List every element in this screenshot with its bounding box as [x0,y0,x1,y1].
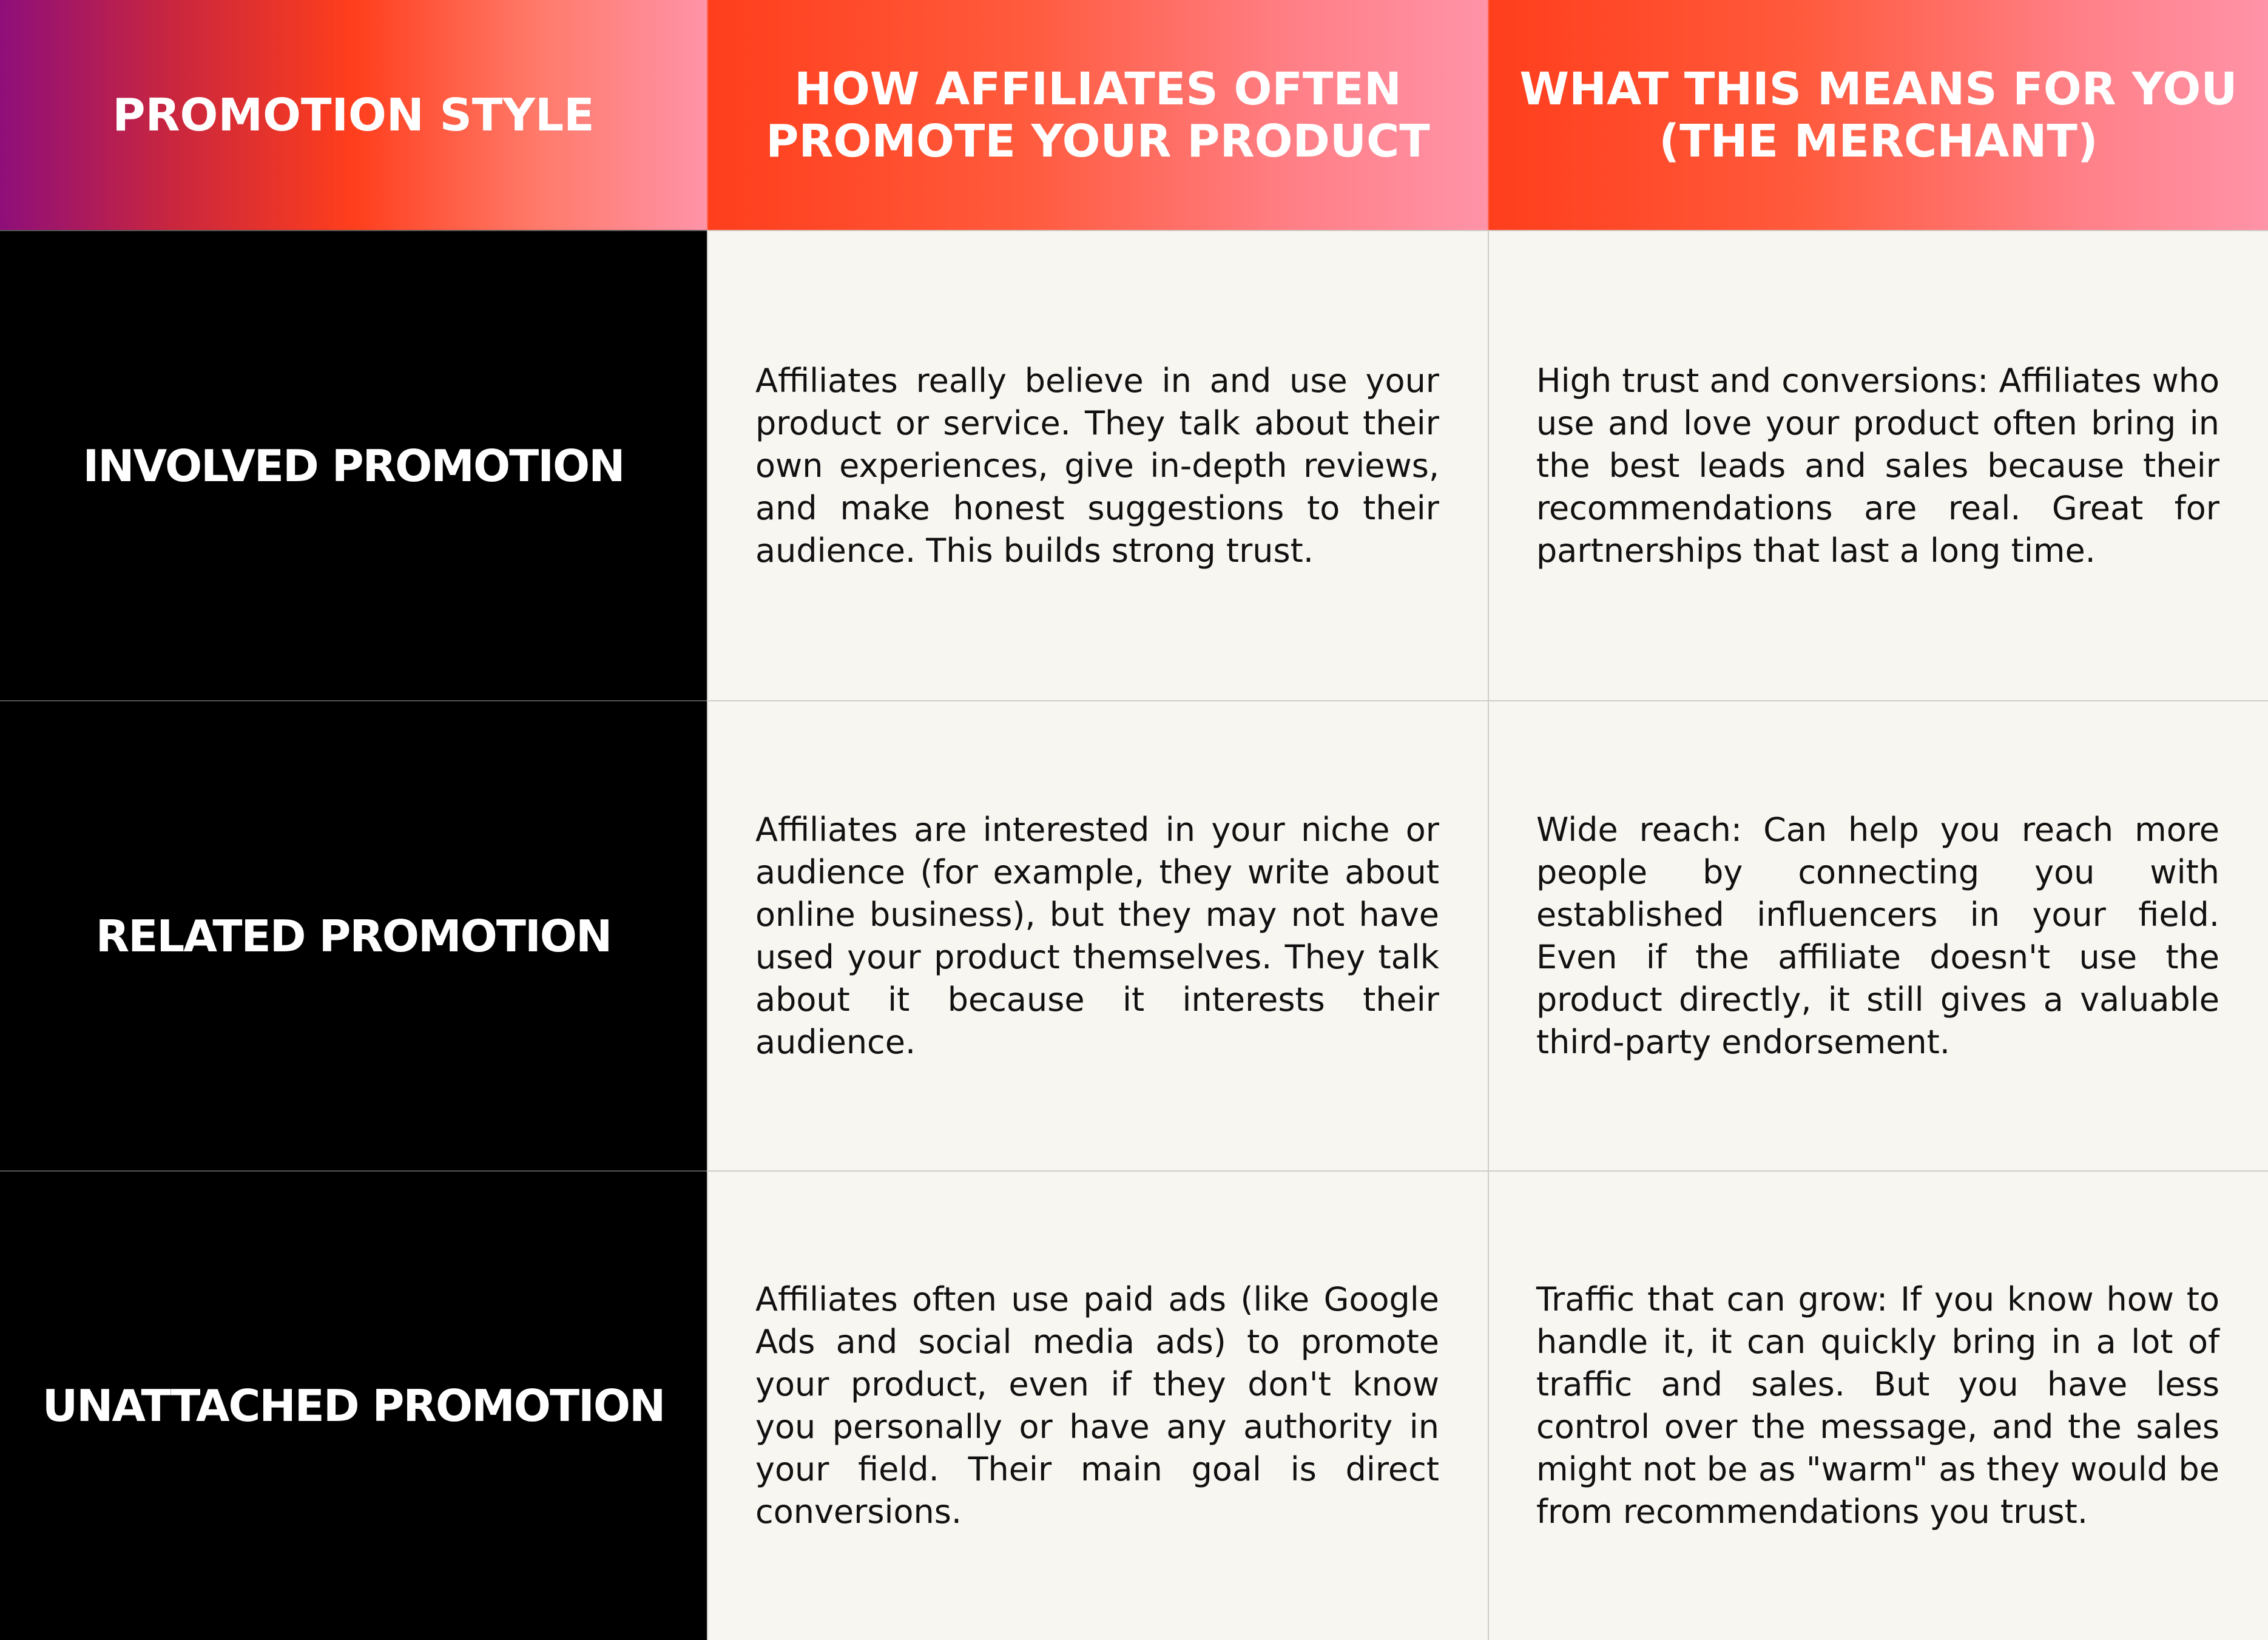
row-label-related [0,700,707,1170]
cell-text: Affiliates really believe in and use your product or service. They talk about their own experiences, give in-depth reviews, and make honest suggestions to their audience. This builds strong trust. [755,361,1439,570]
cell-means-related [1488,700,2268,1170]
promotion-style-label: UNATTACHED PROMOTION [42,1380,665,1431]
header-promotion-style [0,0,707,230]
row-label-involved [0,230,707,700]
row-label-unattached [0,1170,707,1640]
cell-means-involved [1488,230,2268,700]
promotion-style-label: INVOLVED PROMOTION [83,440,624,491]
header-how-affiliates-promote [707,0,1488,230]
cell-how-unattached [707,1170,1488,1640]
cell-text: Affiliates often use paid ads (like Google Ads and social media ads) to promote your product, even if they don't know you personally or have any authority in your field. Their main goal is direct conversions. [755,1280,1439,1531]
header-means-line2: (THE MERCHANT) [1659,115,2098,167]
promotion-style-label: RELATED PROMOTION [95,910,612,962]
cell-how-related [707,700,1488,1170]
cell-text: Wide reach: Can help you reach more people by connecting you with established influencers in your field. Even if the affiliate doesn't use the product directly, it still gives a valuable third-party endorsement. [1536,810,2219,1061]
header-how-line2: PROMOTE YOUR PRODUCT [766,115,1430,167]
cell-text: Affiliates are interested in your niche or audience (for example, they write about online business), but they may not have used your product themselves. They talk about it because it interests their audience. [755,810,1439,1061]
header-what-this-means [1488,0,2268,230]
cell-how-involved [707,230,1488,700]
header-how-line1: HOW AFFILIATES OFTEN [794,62,1402,115]
cell-text: High trust and conversions: Affiliates who use and love your product often bring in the best leads and sales because their recommendations are real. Great for partnerships that last a long time. [1536,361,2219,570]
cell-means-unattached [1488,1170,2268,1640]
header-promotion-style-label: PROMOTION STYLE [112,89,595,141]
cell-text: Traffic that can grow: If you know how to handle it, it can quickly bring in a lot of traffic and sales. But you have less control over the message, and the sales might not be as "warm" as they would be from recommendations you trust. [1536,1280,2219,1531]
header-means-line1: WHAT THIS MEANS FOR YOU [1519,62,2238,115]
